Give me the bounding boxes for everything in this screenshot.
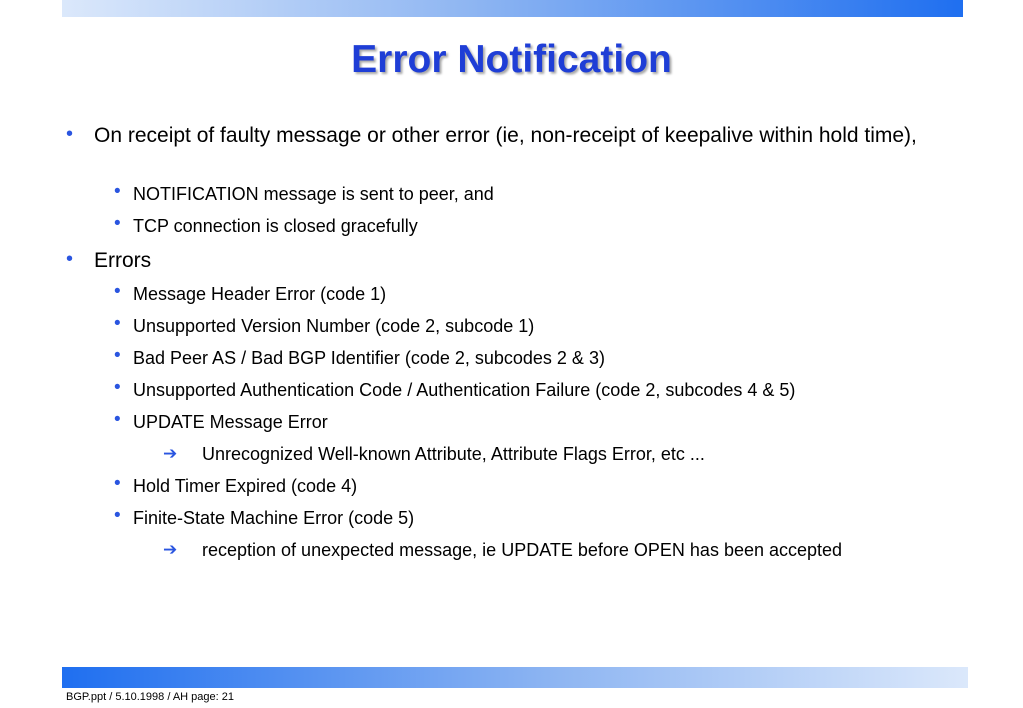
bullet-dot-icon: • bbox=[114, 377, 121, 398]
bullet-item-level1 bbox=[66, 123, 964, 148]
bullet-item-level1 bbox=[66, 248, 964, 273]
bullet-item-level2 bbox=[114, 409, 973, 433]
bullet-item-level2 bbox=[114, 345, 973, 369]
slide-footer: BGP.ppt / 5.10.1998 / AH page: 21 bbox=[66, 691, 234, 703]
bullet-text: UPDATE Message Error bbox=[133, 412, 328, 432]
bullet-item-level2 bbox=[114, 473, 973, 497]
bullet-dot-icon: • bbox=[114, 505, 121, 526]
bullet-dot-icon: • bbox=[114, 281, 121, 302]
bottom-decorative-bar bbox=[62, 667, 968, 688]
bullet-dot-icon: • bbox=[66, 123, 74, 145]
bullet-item-level3 bbox=[163, 443, 982, 465]
bullet-text: Unsupported Authentication Code / Authentication Failure (code 2, subcodes 4 & 5) bbox=[133, 380, 796, 400]
bullet-dot-icon: • bbox=[114, 213, 121, 234]
arrow-right-icon: ➔ bbox=[163, 444, 178, 463]
bullet-item-level2 bbox=[114, 281, 973, 305]
bullet-item-level2 bbox=[114, 313, 973, 337]
bullet-dot-icon: • bbox=[114, 473, 121, 494]
bullet-dot-icon: • bbox=[114, 181, 121, 202]
bullet-text: Unsupported Version Number (code 2, subcode 1) bbox=[133, 316, 535, 336]
slide-title: Error Notification bbox=[351, 38, 672, 81]
bullet-text: Unrecognized Well-known Attribute, Attribute Flags Error, etc ... bbox=[202, 444, 705, 464]
top-decorative-bar bbox=[62, 0, 963, 17]
bullet-dot-icon: • bbox=[114, 409, 121, 430]
bullet-text: Bad Peer AS / Bad BGP Identifier (code 2, subcodes 2 & 3) bbox=[133, 348, 605, 368]
bullet-dot-icon: • bbox=[114, 313, 121, 334]
bullet-item-level2 bbox=[114, 181, 973, 205]
bullet-text: NOTIFICATION message is sent to peer, and bbox=[133, 184, 494, 204]
bullet-text: Errors bbox=[94, 249, 152, 272]
bullet-text: Message Header Error (code 1) bbox=[133, 284, 387, 304]
arrow-right-icon: ➔ bbox=[163, 540, 178, 559]
bullet-item-level2 bbox=[114, 377, 973, 401]
bullet-item-level2 bbox=[114, 505, 973, 529]
bullet-item-level3 bbox=[163, 539, 982, 561]
bullet-dot-icon: • bbox=[114, 345, 121, 366]
bullet-text: Hold Timer Expired (code 4) bbox=[133, 476, 358, 496]
bullet-text: On receipt of faulty message or other error (ie, non-receipt of keepalive within hold time), bbox=[94, 124, 917, 147]
bullet-item-level2 bbox=[114, 213, 973, 237]
bullet-text: TCP connection is closed gracefully bbox=[133, 216, 418, 236]
bullet-dot-icon: • bbox=[66, 248, 74, 270]
bullet-text: reception of unexpected message, ie UPDATE before OPEN has been accepted bbox=[202, 540, 843, 560]
bullet-text: Finite-State Machine Error (code 5) bbox=[133, 508, 415, 528]
